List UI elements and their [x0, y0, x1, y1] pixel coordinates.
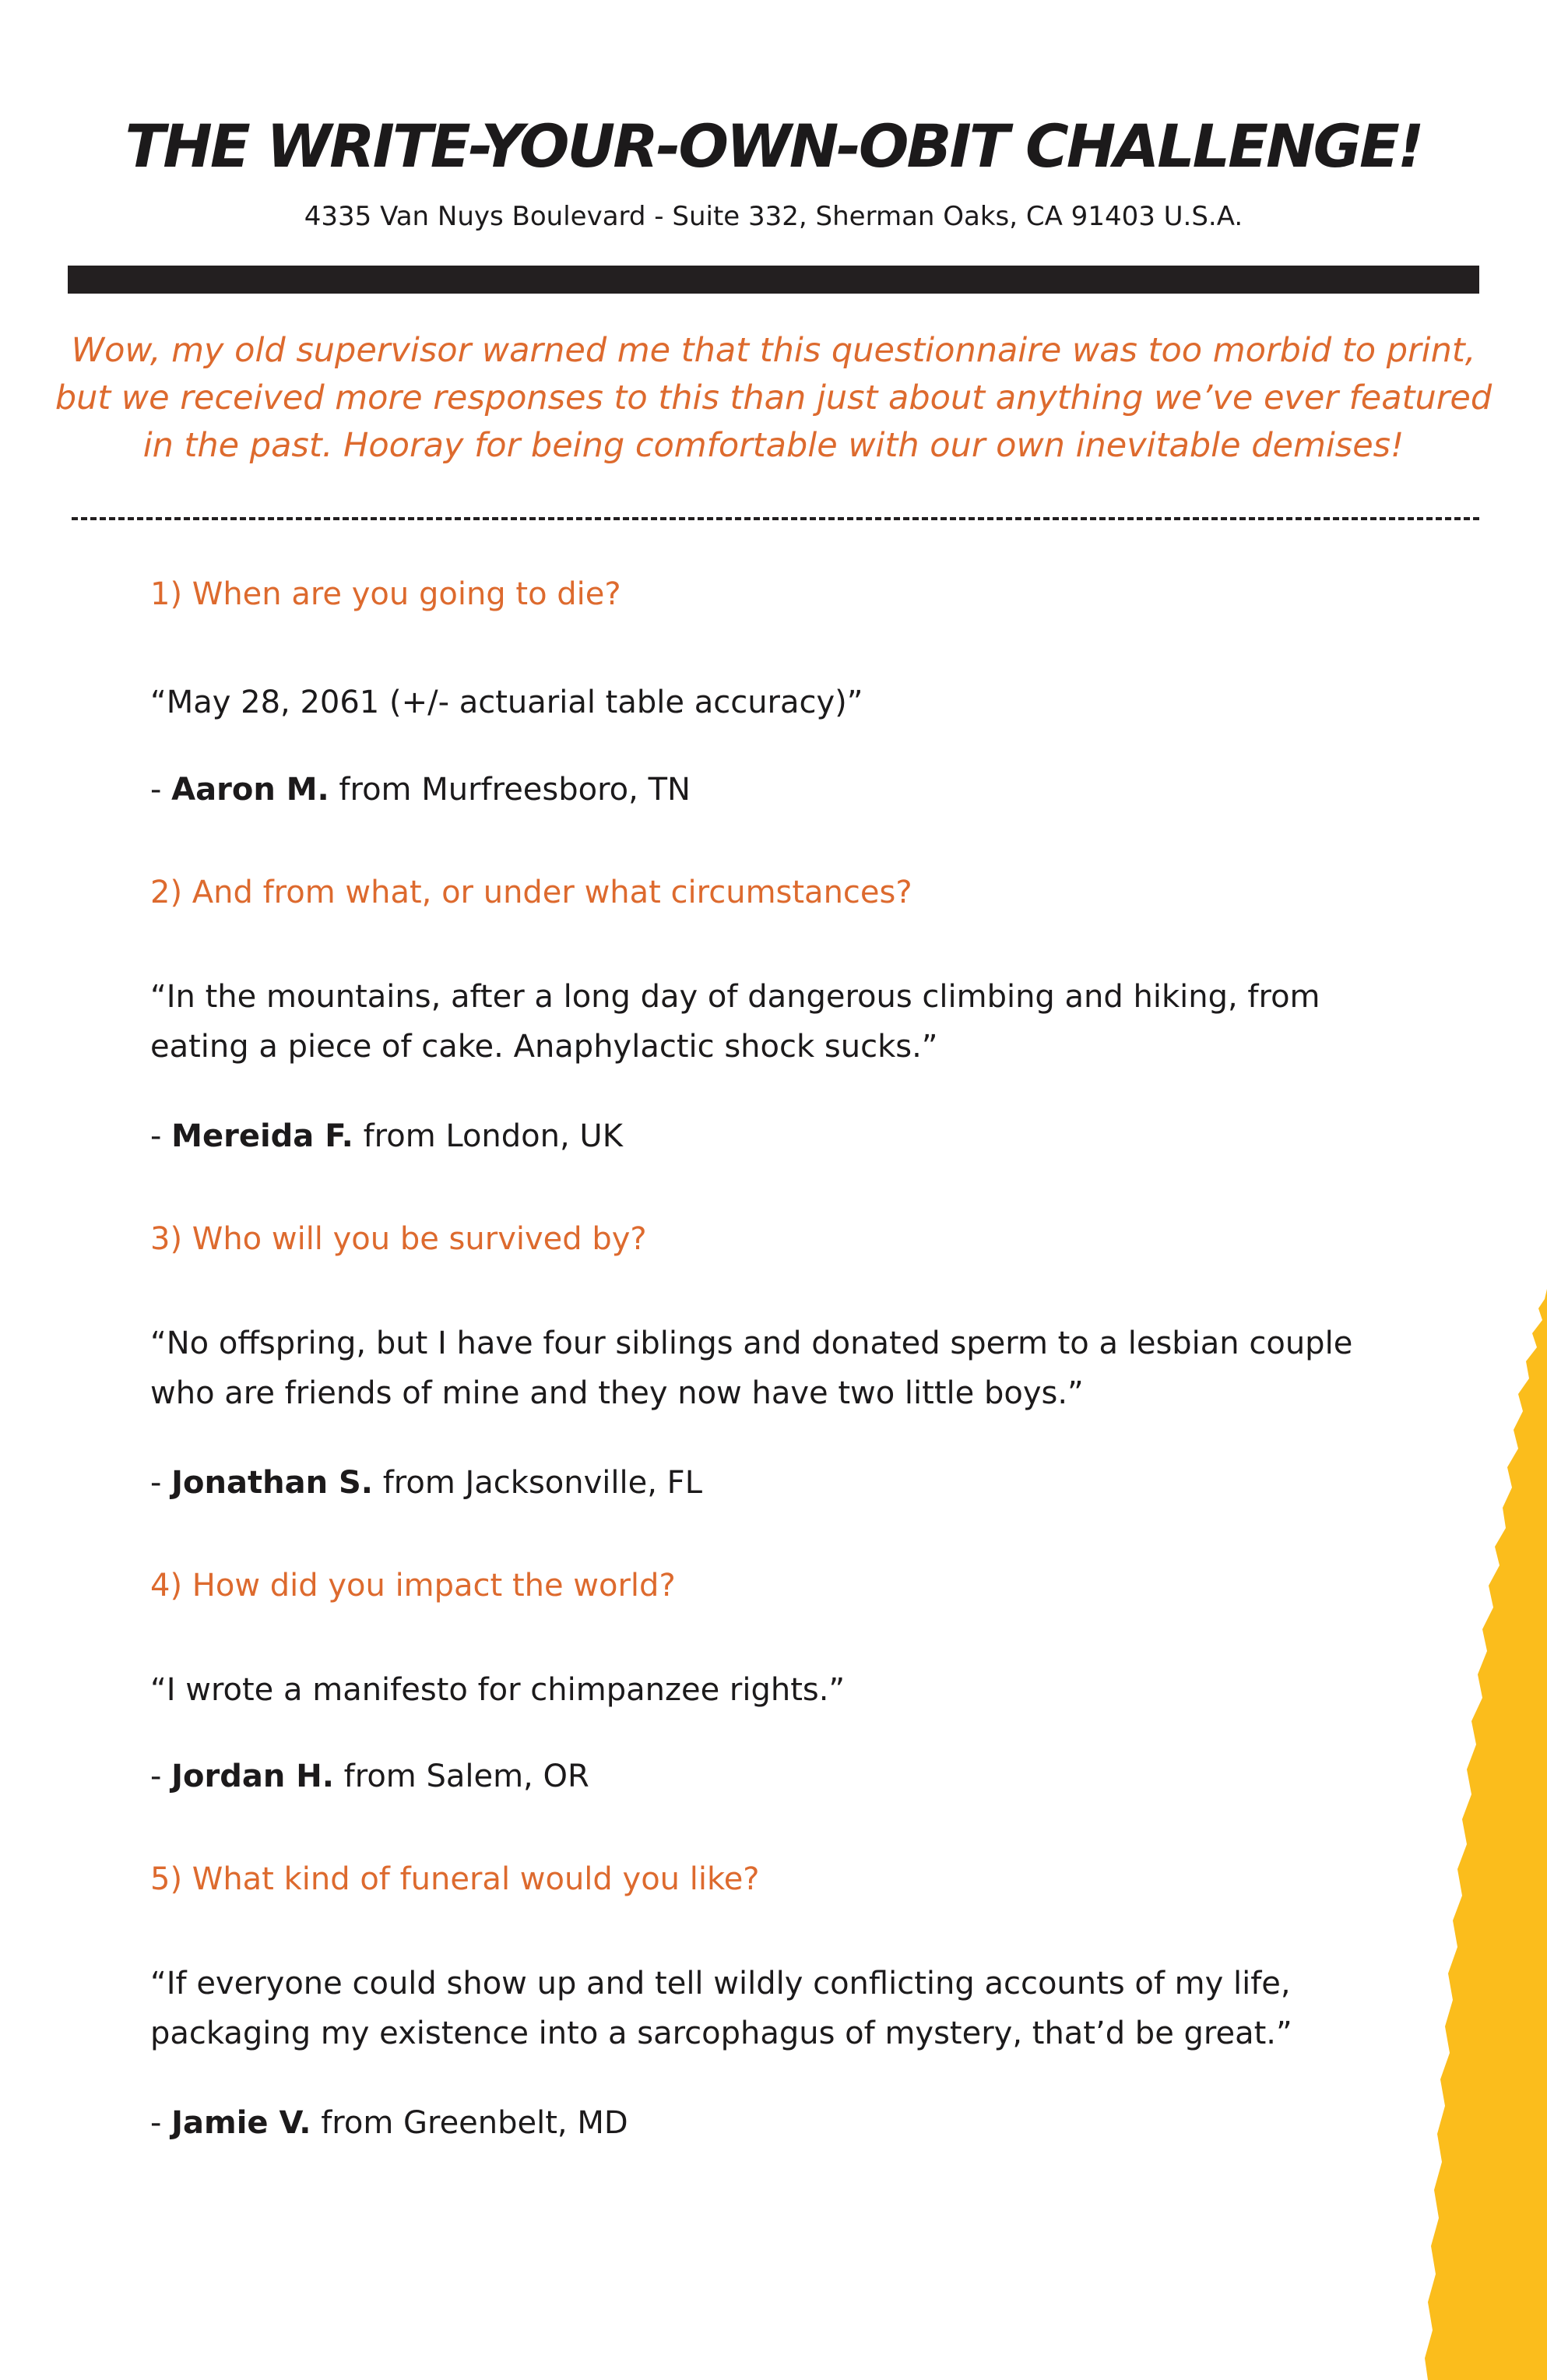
answer-line: eating a piece of cake. Anaphylactic shock sucks.” — [150, 1029, 938, 1065]
answer-3 — [150, 1319, 1427, 1418]
credit-dash: - — [150, 1465, 172, 1501]
dashed-divider — [72, 517, 1479, 520]
question-1: 1) When are you going to die? — [150, 576, 621, 612]
page-title: THE WRITE-YOUR-OWN-OBIT CHALLENGE! — [125, 111, 1422, 181]
question-5: 5) What kind of funeral would you like? — [150, 1861, 760, 1897]
answer-line: “No offspring, but I have four siblings and donated sperm to a lesbian couple — [150, 1326, 1353, 1361]
credit-4 — [150, 1758, 589, 1795]
answer-2 — [150, 972, 1427, 1072]
respondent-location: from Salem, OR — [333, 1759, 589, 1794]
respondent-name: Aaron M. — [171, 772, 329, 808]
respondent-name: Jamie V. — [171, 2105, 311, 2141]
answer-line: “In the mountains, after a long day of dangerous climbing and hiking, from — [150, 979, 1320, 1015]
answer-4 — [150, 1665, 1427, 1715]
credit-dash: - — [150, 1118, 172, 1154]
credit-1 — [150, 771, 691, 808]
respondent-location: from London, UK — [353, 1118, 623, 1154]
answer-1 — [150, 678, 1427, 727]
header-divider-bar — [68, 266, 1479, 294]
question-2: 2) And from what, or under what circumstances? — [150, 875, 912, 910]
answer-line: “I wrote a manifesto for chimpanzee rights.” — [150, 1672, 846, 1708]
answer-line: “If everyone could show up and tell wildly conflicting accounts of my life, — [150, 1966, 1291, 2002]
respondent-location: from Jacksonville, FL — [372, 1465, 702, 1501]
credit-dash: - — [150, 772, 172, 808]
credit-dash: - — [150, 1759, 172, 1794]
respondent-location: from Murfreesboro, TN — [329, 772, 691, 808]
intro-line: Wow, my old supervisor warned me that this questionnaire was too morbid to print, — [71, 331, 1476, 370]
credit-3 — [150, 1464, 702, 1502]
respondent-name: Jordan H. — [171, 1759, 334, 1794]
respondent-name: Jonathan S. — [171, 1465, 373, 1501]
question-4: 4) How did you impact the world? — [150, 1568, 676, 1604]
intro-line: but we received more responses to this than just about anything we’ve ever featured — [54, 378, 1493, 417]
respondent-name: Mereida F. — [171, 1118, 353, 1154]
question-3: 3) Who will you be survived by? — [150, 1221, 647, 1257]
address-line: 4335 Van Nuys Boulevard - Suite 332, Sherman Oaks, CA 91403 U.S.A. — [304, 201, 1243, 232]
credit-dash: - — [150, 2105, 172, 2141]
respondent-location: from Greenbelt, MD — [311, 2105, 628, 2141]
answer-line: packaging my existence into a sarcophagus of mystery, that’d be great.” — [150, 2016, 1292, 2051]
credit-5 — [150, 2104, 628, 2142]
answer-5 — [150, 1959, 1427, 2058]
intro-line: in the past. Hooray for being comfortable with our own inevitable demises! — [142, 426, 1405, 465]
answer-line: who are friends of mine and they now have two little boys.” — [150, 1375, 1084, 1411]
intro-paragraph — [47, 327, 1500, 470]
credit-2 — [150, 1118, 623, 1155]
answer-line: “May 28, 2061 (+/- actuarial table accuracy)” — [150, 685, 863, 720]
